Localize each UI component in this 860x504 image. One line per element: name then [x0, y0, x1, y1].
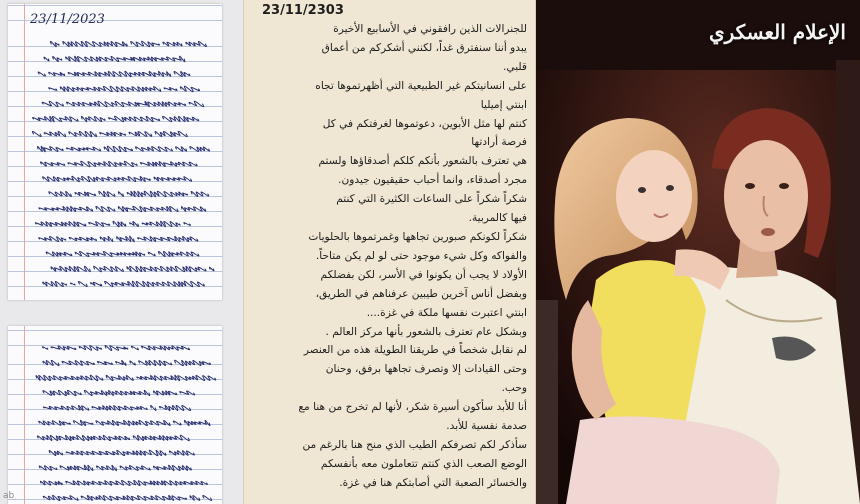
handwriting-line: [35, 221, 194, 226]
letter-line: كنتم لها مثل الأبوين، دعوتموها لغرفتكم في كل: [322, 117, 527, 130]
letter-line: الوضع الصعب الذي كنتم تتعاملون معه بأنفسكم: [320, 457, 527, 470]
letter-line: والفواكه وكل شيء موجود حتى لو لم يكن متاحاً.: [315, 249, 527, 262]
letter-line: فيها كالمربية.: [468, 212, 527, 225]
letter-line: أنا للأبد سأكون أسيرة شكر، لأنها لم تخرج من هنا مع: [298, 401, 527, 414]
letter-line: لم نقابل شخصاً في طريقنا الطويلة هذه من العنصر: [303, 344, 527, 357]
logo-text-military-media: الإعلام العسكري: [708, 20, 846, 44]
corner-watermark: ab: [3, 491, 15, 501]
handwriting-line: [39, 236, 202, 242]
letter-line: على انسانيتكم غير الطبيعية التي أظهرتموها تجاه: [315, 79, 527, 92]
letter-line: الأولاد لا يجب أن يكونوا في الأسر، لكن بفضلكم: [320, 268, 527, 281]
letter-line: شكراً لكونكم صبورين تجاهها وغمرتموها بالحلويات: [308, 230, 527, 243]
handwriting-line: [43, 281, 205, 287]
letter-line: سأذكر لكم تصرفكم الطيب الذي منح هنا بالرغم من: [302, 438, 527, 451]
note-page-bottom: [8, 326, 222, 504]
handwriting-line: [39, 420, 210, 425]
handwriting-line: [42, 345, 189, 350]
handwriting-line: [49, 191, 209, 197]
girl-face: [616, 150, 692, 242]
handwriting-line: [50, 41, 206, 46]
letter-line: وبفضل أناس آخرين طيبين عرفناهم في الطريق،: [315, 287, 527, 300]
letter-line: ابنتي اعتبرت نفسها ملكة في غزة....: [366, 306, 527, 319]
handwriting-line: [43, 390, 195, 395]
letter-line: ابنتي إميليا: [480, 98, 527, 111]
letter-line: مجرد أصدقاء، وانما أحباب حقيقيون جيدون.: [338, 174, 527, 187]
handwriting-line: [36, 375, 216, 381]
letter-line: يبدو أننا سنفترق غداً، لكنني أشكركم من أعماق: [321, 41, 527, 54]
letter-line: قلبي.: [503, 60, 527, 73]
handwritten-note-photo: [0, 0, 243, 504]
letter-line: صدمة نفسية للأبد.: [446, 420, 527, 433]
handwriting-scribbles: [8, 326, 222, 504]
letter-line: فرصة أرادتها: [471, 136, 527, 149]
letter-line: وحتى القيادات إلا وتصرف تجاهها برفق، وحنان: [325, 363, 527, 376]
note-date: 23/11/2023: [30, 12, 105, 27]
handwriting-line: [43, 405, 194, 410]
handwriting-line: [39, 206, 206, 211]
letter-line: وحب.: [501, 382, 527, 395]
handwriting-line: [46, 251, 199, 256]
note-page-top: [8, 4, 222, 300]
handwriting-line: [44, 56, 185, 62]
handwriting-line: [43, 495, 211, 500]
handwriting-line: [51, 266, 214, 272]
handwriting-line: [32, 131, 187, 136]
letter-body: [251, 22, 527, 495]
handwriting-line: [49, 86, 200, 91]
photo-illustration: [536, 0, 860, 504]
handwriting-line: [42, 101, 204, 106]
handwriting-line: [38, 71, 190, 76]
letter-line: شكراً شكراً على الساعات الكثيرة التي كنتم: [336, 193, 527, 206]
letter-translation-panel: [243, 0, 536, 504]
letter-line: وبشكل عام تعترف بالشعور بأنها مركز العالم .: [325, 325, 527, 338]
handwriting-line: [39, 465, 191, 471]
handwriting-scribbles: [8, 4, 222, 300]
letter-date: 23/11/2303: [262, 3, 344, 18]
handwriting-line: [43, 360, 211, 365]
handwriting-line: [37, 435, 189, 440]
letter-line: للجنرالات الذين رافقوني في الأسابيع الأخيرة: [333, 23, 527, 35]
handwriting-line: [43, 176, 196, 181]
letter-line: هي تعترف بالشعور بأنكم كلكم أصدقاؤها ولستم: [318, 155, 527, 168]
handwriting-line: [40, 480, 207, 485]
handwriting-line: [33, 116, 203, 121]
photo-mother-daughter: [536, 0, 860, 504]
letter-line: والخسائر الصعبة التي أصابتكم هنا في غزة.: [339, 476, 527, 489]
handwriting-line: [38, 146, 214, 152]
handwriting-line: [41, 161, 198, 166]
handwriting-line: [49, 450, 198, 455]
